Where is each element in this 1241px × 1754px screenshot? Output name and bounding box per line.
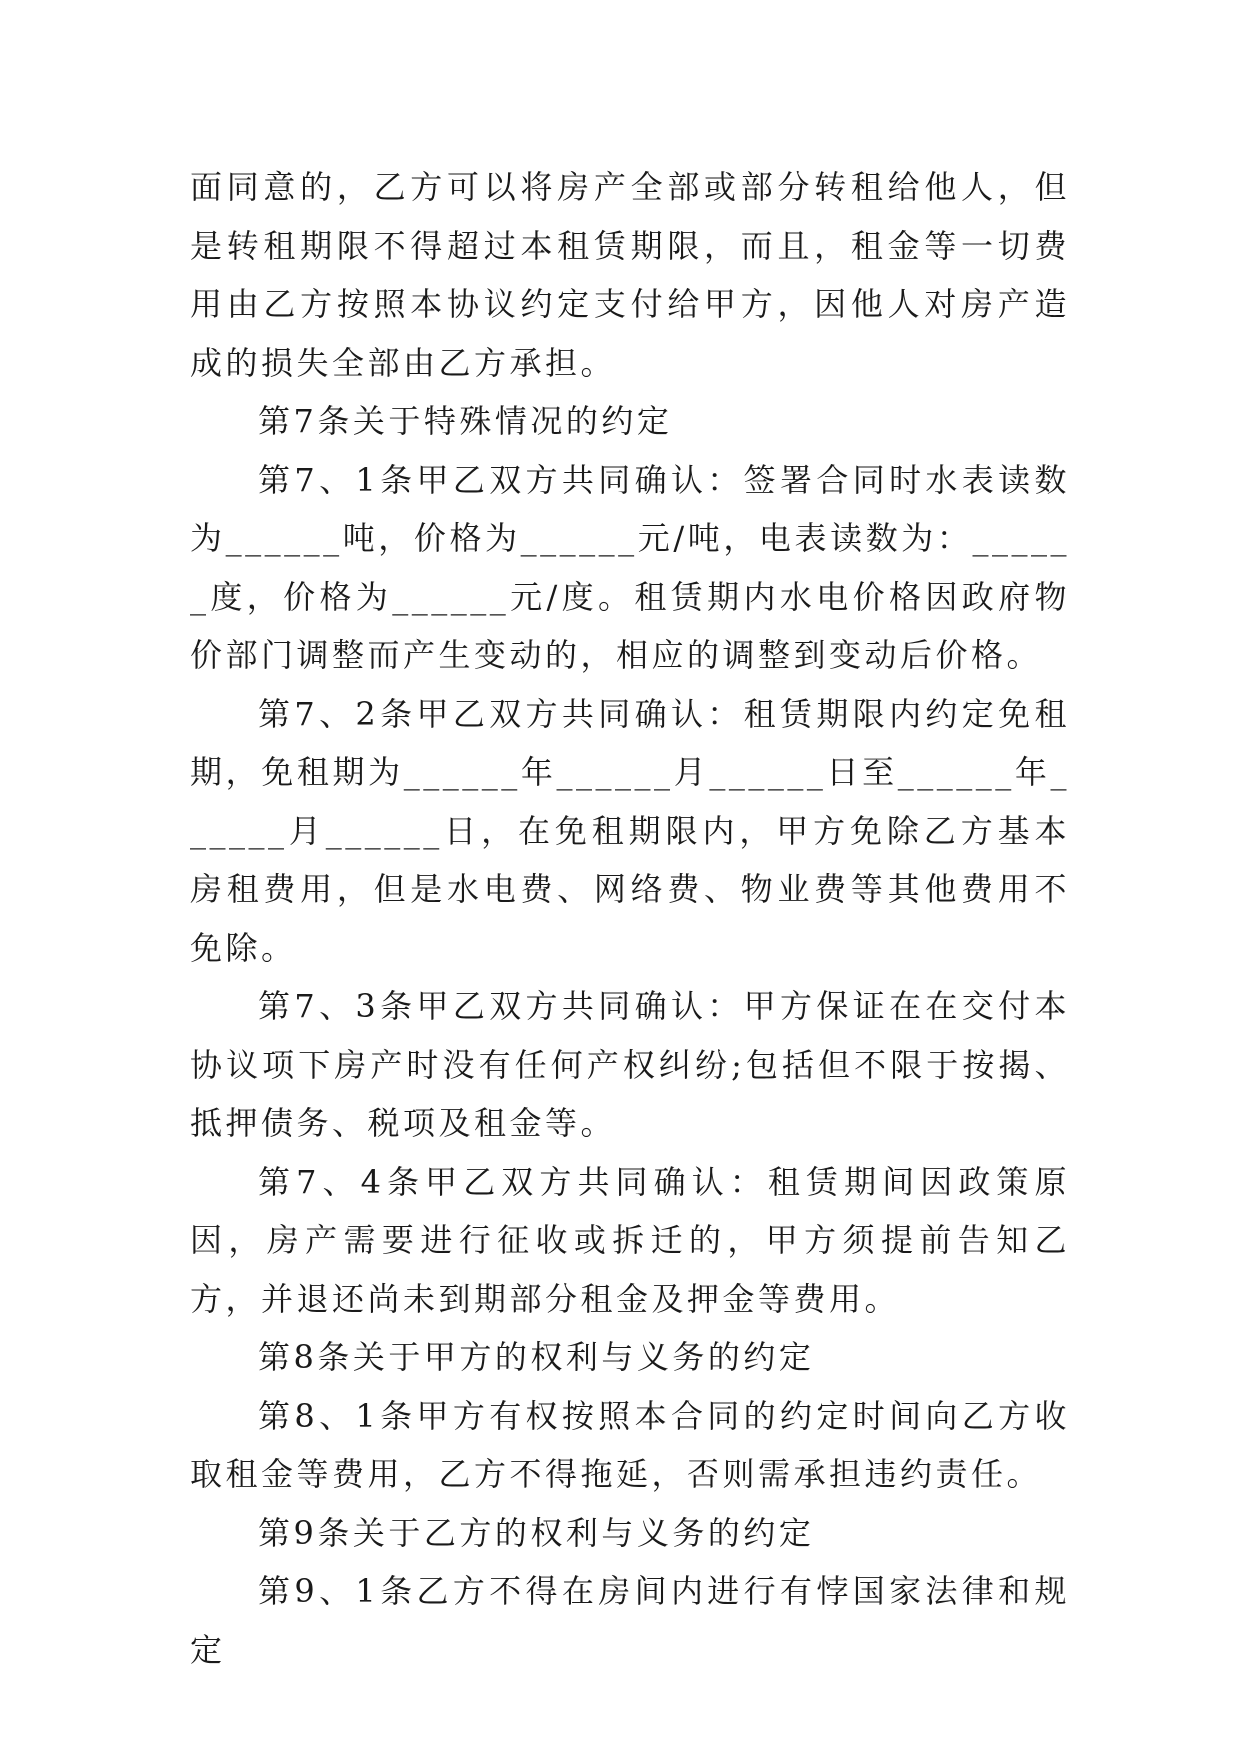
paragraph-article-7-3: 第7、3条甲乙双方共同确认：甲方保证在在交付本协议项下房产时没有任何产权纠纷;包括但不限于按揭、抵押债务、税项及租金等。 — [190, 987, 1070, 1142]
heading-article-8: 第8条关于甲方的权利与义务的约定 — [258, 1338, 815, 1376]
paragraph-sublease-continuation: 面同意的，乙方可以将房产全部或部分转租给他人，但是转租期限不得超过本租赁期限，而且，租金等一切费用由乙方按照本协议约定支付给甲方，因他人对房产造成的损失全部由乙方承担。 — [190, 168, 1070, 382]
contract-body — [190, 158, 1070, 1679]
paragraph-article-7-2: 第7、2条甲乙双方共同确认：租赁期限内约定免租期，免租期为______年______月______日至______年______月______日，在免租期限内，甲方免除乙方基本房租费用，但是水电费、网络费、物业费等其他费用不免除。 — [190, 694, 1070, 967]
heading-article-7: 第7条关于特殊情况的约定 — [258, 402, 673, 440]
paragraph-article-7-4: 第7、4条甲乙双方共同确认：租赁期间因政策原因，房产需要进行征收或拆迁的，甲方须提前告知乙方，并退还尚未到期部分租金及押金等费用。 — [190, 1162, 1070, 1318]
paragraph-article-7-1: 第7、1条甲乙双方共同确认：签署合同时水表读数为______吨，价格为______元/吨，电表读数为：______度，价格为______元/度。租赁期内水电价格因政府物价部门调整而产生变动的，相应的调整到变动后价格。 — [190, 460, 1070, 674]
heading-article-9: 第9条关于乙方的权利与义务的约定 — [258, 1513, 815, 1552]
paragraph-article-8-1: 第8、1条甲方有权按照本合同的约定时间向乙方收取租金等费用，乙方不得拖延，否则需承担违约责任。 — [190, 1396, 1070, 1493]
paragraph-article-9-1: 第9、1条乙方不得在房间内进行有悖国家法律和规定 — [190, 1572, 1070, 1669]
